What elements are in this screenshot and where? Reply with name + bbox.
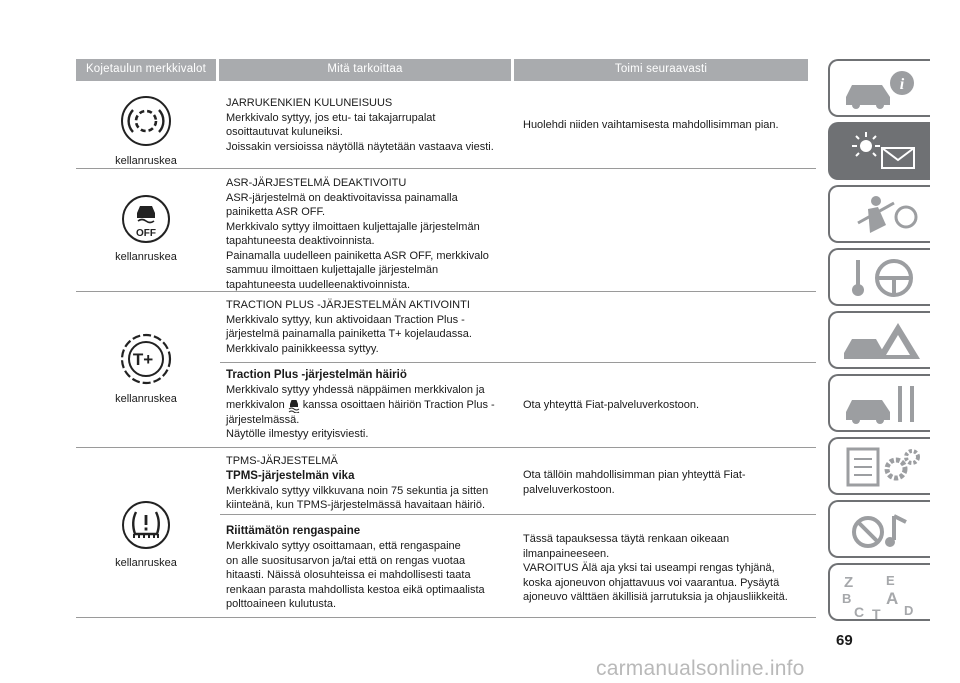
tpms-low-pressure-action: Tässä tapauksessa täytä renkaan oikeaan ilmanpaineeseen. VAROITUS Älä aja yksi tai useampi rengas tyhjänä, koska ajoneuvon ohjattavuus voi vaarantua. Pysäytä ajoneuvo välttäen äkillisiä jarrutuksia ja ohjausliikkeitä. [523, 533, 788, 604]
seat-airbag-icon [840, 193, 926, 237]
svg-text:A: A [886, 589, 899, 608]
watermark-text: carmanualsonline.info [596, 657, 805, 680]
car-info-icon [840, 67, 926, 111]
tab-index[interactable] [828, 563, 930, 621]
brake-action: Huolehdi niiden vaihtamisesta mahdollisimman pian. [523, 119, 779, 131]
svg-text:OFF: OFF [136, 228, 156, 239]
page-number: 69 [836, 632, 853, 649]
svg-text:E: E [886, 573, 895, 588]
traction-description: TRACTION PLUS -JÄRJESTELMÄN AKTIVOINTI Merkkivalo syttyy, kun aktivoidaan Traction Plus - järjestelmä painamalla painiketta T+ kojelaudassa. Merkkivalo painikkeessa syttyy. [226, 299, 472, 355]
svg-text:D: D [904, 603, 914, 618]
tpms-fault-action: Ota tällöin mahdollisimman pian yhteyttä Fiat- palveluverkostoon. [523, 469, 746, 496]
key-steering-wheel-icon [840, 256, 926, 300]
tpms-tyre-pressure-icon [119, 500, 173, 550]
traction-light-cell [76, 332, 216, 407]
header-meaning: Mitä tarkoittaa [219, 59, 511, 81]
row-divider [76, 447, 816, 448]
svg-text:T+: T+ [132, 350, 154, 369]
light-color-caption: kellanruskea [115, 393, 177, 405]
table-header [76, 59, 808, 81]
svg-text:i: i [899, 76, 905, 93]
traction-fault-action: Ota yhteyttä Fiat-palveluverkostoon. [523, 399, 700, 411]
svg-text:Z: Z [844, 574, 854, 591]
brake-pad-wear-icon [119, 94, 173, 148]
brake-description: JARRUKENKIEN KULUNEISUUS Merkkivalo syttyy, jos etu- tai takajarrupalat osoittautuvat kuluneiksi. Joissakin versioissa näytöllä näytetään vastaava viesti. [226, 97, 494, 153]
tab-technical-specifications[interactable] [828, 437, 930, 495]
sub-row-divider [220, 362, 816, 363]
multimedia-music-icon [840, 508, 926, 552]
tpms-low-pressure-description: Riittämätön rengaspaine Merkkivalo syttyy osoittamaan, että rengaspaine on alle suositusarvon ja/tai että on rengas vuotaa hitaasti. Näissä olosuhteissa ei mahdollisesti taata renkaan parasta mahdollista kestoa eikä optimaalista polttoaineen kulutusta. [226, 525, 485, 611]
light-color-caption: kellanruskea [115, 155, 177, 167]
tab-warning-lights[interactable] [828, 122, 930, 180]
svg-text:C: C [854, 604, 865, 620]
traction-plus-icon [119, 332, 173, 386]
tab-multimedia[interactable] [828, 500, 930, 558]
tab-maintenance[interactable] [828, 374, 930, 432]
tpms-light-cell [76, 500, 216, 571]
traction-fault-description: Traction Plus -järjestelmän häiriö Merkkivalo syttyy yhdessä näppäimen merkkivalon ja merkkivalon kanssa osoittaen häiriön Traction Plus - järjestelmässä. Näytölle ilmestyy erityisviesti. [226, 369, 495, 441]
tpms-fault-description: TPMS-JÄRJESTELMÄ TPMS-järjestelmän vika Merkkivalo syttyy vilkkuvana noin 75 sekuntia ja sitten kiinteänä, kun TPMS-järjestelmässä havaitaan häiriö. [226, 455, 489, 512]
light-color-caption: kellanruskea [115, 557, 177, 569]
table-bottom-line [76, 617, 816, 618]
asr-light-cell [76, 194, 216, 265]
alphabetical-index-icon [840, 571, 926, 621]
breakdown-warning-triangle-icon [840, 319, 926, 363]
svg-text:B: B [842, 591, 852, 606]
svg-text:T: T [872, 606, 881, 621]
sub-row-divider [220, 514, 816, 515]
tab-starting-driving[interactable] [828, 248, 930, 306]
tab-car-info[interactable] [828, 59, 930, 117]
tab-safety[interactable] [828, 185, 930, 243]
specifications-gears-icon [840, 445, 926, 489]
light-color-caption: kellanruskea [115, 251, 177, 263]
tab-emergency[interactable] [828, 311, 930, 369]
brake-light-cell [76, 94, 216, 169]
car-maintenance-tools-icon [840, 382, 926, 426]
header-dashboard-lights: Kojetaulun merkkivalot [76, 59, 216, 81]
skidding-car-icon [288, 398, 300, 413]
asr-off-icon [119, 194, 173, 244]
header-action: Toimi seuraavasti [514, 59, 808, 81]
asr-description: ASR-JÄRJESTELMÄ DEAKTIVOITU ASR-järjestelmä on deaktivoitavissa painamalla painiketta ASR OFF. Merkkivalo syttyy ilmoittaen kuljettajalle järjestelmän tapahtuneesta deaktivoinnista. Painamalla uudelleen painiketta ASR OFF, merkkivalo sammuu ilmoittaen kuljettajalle järjestelmän tapahtuneesta uudelleenaktivoinnista. [226, 177, 489, 291]
warning-light-message-icon [840, 130, 926, 174]
